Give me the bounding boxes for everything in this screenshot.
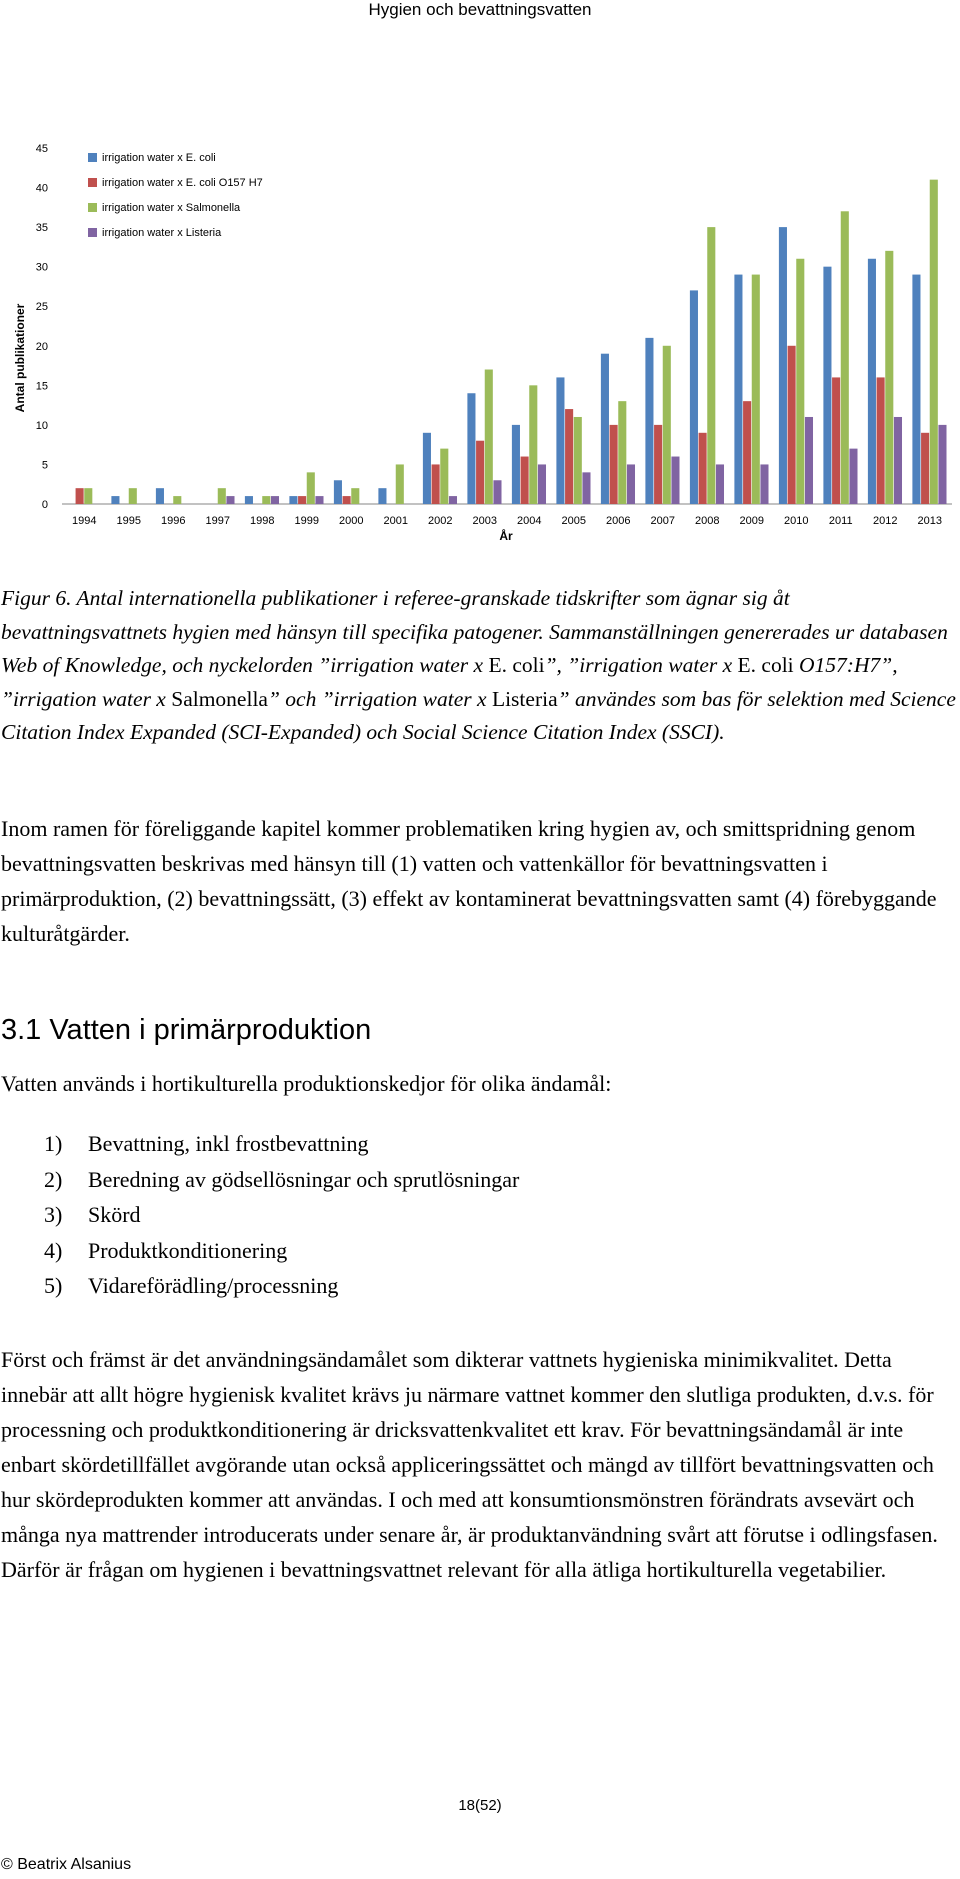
bar bbox=[707, 227, 715, 504]
bar bbox=[485, 370, 493, 504]
bar bbox=[930, 180, 938, 504]
y-tick-label: 25 bbox=[35, 301, 48, 314]
y-tick-label: 20 bbox=[35, 340, 48, 353]
bar bbox=[671, 457, 679, 504]
legend-label: irrigation water x Listeria bbox=[102, 227, 222, 239]
bar bbox=[885, 251, 893, 504]
y-axis-title: Antal publikationer bbox=[13, 303, 27, 413]
bar bbox=[663, 346, 671, 504]
bar bbox=[476, 441, 484, 504]
bar bbox=[262, 496, 270, 504]
bar bbox=[796, 259, 804, 504]
bar bbox=[779, 227, 787, 504]
intro-paragraph: Inom ramen för föreliggande kapitel kommer problematiken kring hygien av, och smittspridning genom bevattningsvatten beskrivas med hänsyn till (1) vatten och vattenkällor för bevattningsvatten i primärproduktion, (2) bevattningssätt, (3) effekt av kontaminerat bevattningsvatten samt (4) förebyggande kulturåtgärder. bbox=[1, 816, 937, 946]
list-item: 3) Skörd bbox=[44, 1202, 141, 1227]
bar bbox=[556, 377, 564, 504]
bar bbox=[610, 425, 618, 504]
bar bbox=[529, 385, 537, 504]
list-item: 5) Vidareförädling/processning bbox=[44, 1273, 339, 1298]
y-tick-label: 10 bbox=[35, 419, 48, 432]
x-tick-label: 2007 bbox=[650, 515, 675, 527]
bar bbox=[921, 433, 929, 504]
bar bbox=[832, 377, 840, 504]
legend-swatch bbox=[88, 178, 97, 187]
bar bbox=[760, 464, 768, 504]
x-tick-label: 2011 bbox=[828, 515, 853, 527]
legend-label: irrigation water x E. coli bbox=[102, 152, 216, 164]
bar bbox=[245, 496, 253, 504]
bar bbox=[298, 496, 306, 504]
running-title: Hygien och bevattningsvatten bbox=[368, 0, 592, 19]
bar bbox=[396, 464, 404, 504]
bar bbox=[574, 417, 582, 504]
legend-label: irrigation water x Salmonella bbox=[102, 202, 241, 214]
bar bbox=[823, 267, 831, 504]
bar bbox=[84, 488, 92, 504]
bar bbox=[699, 433, 707, 504]
section-heading: 3.1 Vatten i primärproduktion bbox=[1, 1014, 372, 1046]
bar bbox=[440, 449, 448, 504]
x-tick-label: 2010 bbox=[784, 515, 809, 527]
copyright: © Beatrix Alsanius bbox=[1, 1856, 132, 1873]
legend-swatch bbox=[88, 203, 97, 212]
x-tick-label: 2005 bbox=[561, 515, 586, 527]
bar bbox=[601, 354, 609, 504]
x-tick-label: 2002 bbox=[428, 515, 453, 527]
closing-paragraph: Först och främst är det användningsändamålet som dikterar vattnets hygieniska minimikvalitet. Detta innebär att allt högre hygienisk kvalitet krävs ju närmare vattnet kommer den slutliga produkten, d.v.s. för processning och produktkonditionering är dricksvattenkvalitet ett krav. För bevattningsändamål är inte enbart skördetillfället avgörande utan också appliceringssättet och mängd av tillfört bevattningsvatten och hur skördeprodukten kommer att användas. I och med att konsumtionsmönstren förändrats avsevärt och många nya mattrender introducerats under senare år, är produktanvändning svårt att förutse i odlingsfasen. Därför är frågan om hygienen i bevattningsvattnet relevant för alla ätliga hortikulturella vegetabilier. bbox=[1, 1347, 938, 1582]
bar bbox=[877, 377, 885, 504]
bar bbox=[218, 488, 226, 504]
list-item: 1) Bevattning, inkl frostbevattning bbox=[44, 1131, 369, 1156]
bar bbox=[618, 401, 626, 504]
bar bbox=[894, 417, 902, 504]
bar bbox=[129, 488, 137, 504]
legend-swatch bbox=[88, 153, 97, 162]
y-tick-label: 40 bbox=[35, 182, 48, 195]
legend-swatch bbox=[88, 228, 97, 237]
bar bbox=[378, 488, 386, 504]
legend-label: irrigation water x E. coli O157 H7 bbox=[102, 177, 263, 189]
y-tick-label: 5 bbox=[41, 459, 48, 472]
bar bbox=[938, 425, 946, 504]
bar bbox=[690, 290, 698, 504]
bar bbox=[868, 259, 876, 504]
x-tick-label: 2008 bbox=[695, 515, 720, 527]
y-tick-label: 45 bbox=[35, 143, 48, 155]
bar bbox=[582, 472, 590, 504]
bar bbox=[627, 464, 635, 504]
x-tick-label: 1995 bbox=[116, 515, 141, 527]
bar bbox=[716, 464, 724, 504]
x-tick-label: 1996 bbox=[161, 515, 186, 527]
x-tick-label: 2013 bbox=[917, 515, 942, 527]
x-tick-label: 1997 bbox=[205, 515, 230, 527]
x-axis-title: År bbox=[499, 529, 513, 543]
section-lead: Vatten används i hortikulturella produktionskedjor för olika ändamål: bbox=[1, 1071, 612, 1096]
uses-list bbox=[44, 1126, 519, 1304]
bar bbox=[752, 275, 760, 504]
bar bbox=[565, 409, 573, 504]
x-tick-label: 1998 bbox=[250, 515, 275, 527]
publications-bar-chart bbox=[0, 130, 960, 560]
x-tick-label: 2012 bbox=[873, 515, 898, 527]
bar bbox=[788, 346, 796, 504]
bar bbox=[645, 338, 653, 504]
bar bbox=[841, 211, 849, 504]
x-tick-label: 2001 bbox=[383, 515, 408, 527]
bar bbox=[734, 275, 742, 504]
x-tick-label: 2000 bbox=[339, 515, 364, 527]
y-tick-label: 35 bbox=[35, 222, 48, 235]
bar bbox=[271, 496, 279, 504]
x-tick-label: 2009 bbox=[739, 515, 764, 527]
x-tick-label: 1994 bbox=[72, 515, 97, 527]
y-tick-label: 0 bbox=[41, 499, 48, 511]
list-item: 4) Produktkonditionering bbox=[44, 1237, 288, 1263]
bar bbox=[423, 433, 431, 504]
bar bbox=[334, 480, 342, 504]
y-tick-label: 15 bbox=[35, 380, 48, 393]
bar bbox=[307, 472, 315, 504]
bar bbox=[351, 488, 359, 504]
bar bbox=[493, 480, 501, 504]
x-tick-label: 2003 bbox=[472, 515, 497, 527]
figure-caption: Figur 6. Antal internationella publikationer i referee-granskade tidskrifter som ägnar sig åt bevattningsvattnets hygien med hänsyn till specifika patogener. Sammanställningen genererades ur databasen Web of Knowledge, och nyckelorden ”irrigation water x E. coli”, ”irrigation water x E. coli O157:H7”, ”irrigation water x Salmonella” och ”irrigation water x Listeria” användes som bas för selektion med Science Citation Index Expanded (SCI-Expanded) och Social Science Citation Index (SSCI). bbox=[1, 586, 956, 744]
bar bbox=[226, 496, 234, 504]
bar bbox=[449, 496, 457, 504]
bar bbox=[173, 496, 181, 504]
y-tick-label: 30 bbox=[35, 261, 48, 274]
bar bbox=[654, 425, 662, 504]
bar bbox=[912, 275, 920, 504]
page-number: 18(52) bbox=[458, 1797, 502, 1814]
bar bbox=[805, 417, 813, 504]
bar bbox=[512, 425, 520, 504]
bar bbox=[743, 401, 751, 504]
bar bbox=[76, 488, 84, 504]
bar bbox=[521, 457, 529, 504]
bar bbox=[432, 464, 440, 504]
bar bbox=[289, 496, 297, 504]
bar bbox=[343, 496, 351, 504]
bar bbox=[111, 496, 119, 504]
x-tick-label: 2006 bbox=[606, 515, 631, 527]
list-item: 2) Beredning av gödsellösningar och sprutlösningar bbox=[44, 1166, 520, 1192]
x-tick-label: 1999 bbox=[294, 515, 319, 527]
bar bbox=[467, 393, 475, 504]
bar bbox=[315, 496, 323, 504]
bar bbox=[538, 464, 546, 504]
bar bbox=[849, 449, 857, 504]
x-tick-label: 2004 bbox=[517, 515, 542, 527]
bar bbox=[156, 488, 164, 504]
